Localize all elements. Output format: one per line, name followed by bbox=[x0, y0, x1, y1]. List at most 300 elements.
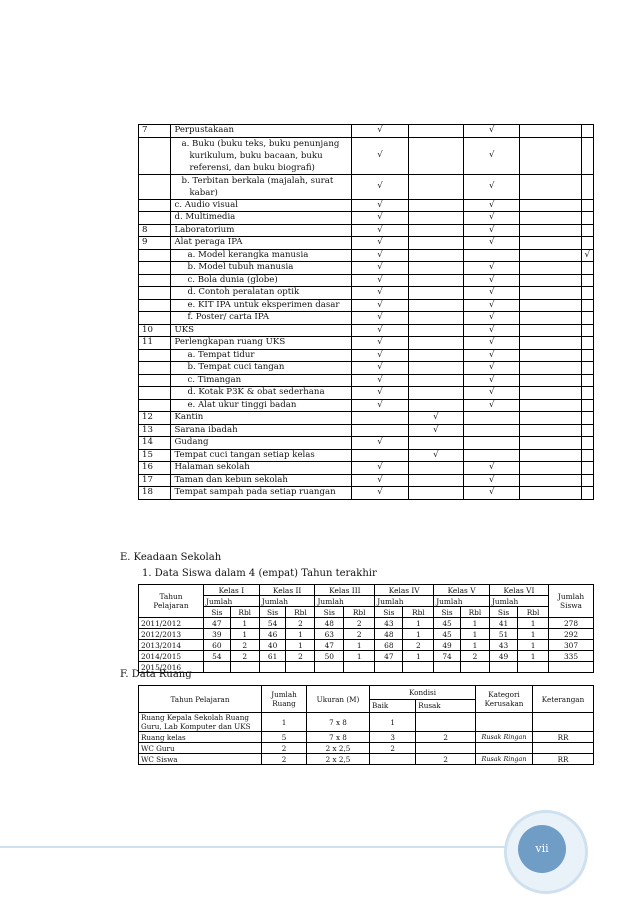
facility-check: √ bbox=[352, 199, 408, 212]
facility-check: √ bbox=[352, 212, 408, 225]
student-year: 2013/2014 bbox=[139, 640, 204, 651]
page-number: vii bbox=[518, 825, 566, 873]
room-jumlah: 2 bbox=[262, 743, 307, 754]
facility-check bbox=[520, 274, 581, 287]
facility-no bbox=[139, 362, 171, 375]
facility-row bbox=[139, 137, 594, 174]
student-row bbox=[139, 651, 594, 662]
header-baik: Baik bbox=[370, 699, 416, 713]
facility-no: 9 bbox=[139, 237, 171, 250]
student-total: 307 bbox=[549, 640, 594, 651]
facility-row bbox=[139, 174, 594, 199]
header-sis: Sis bbox=[315, 607, 344, 618]
header-sis: Sis bbox=[434, 607, 461, 618]
facility-check: √ bbox=[352, 387, 408, 400]
room-ukuran: 2 x 2,5 bbox=[307, 754, 370, 765]
facility-check bbox=[408, 274, 463, 287]
facility-no bbox=[139, 399, 171, 412]
facility-check: √ bbox=[352, 262, 408, 275]
facility-check bbox=[408, 312, 463, 325]
facility-check bbox=[352, 449, 408, 462]
facility-check bbox=[581, 349, 593, 362]
facility-check: √ bbox=[352, 337, 408, 350]
facility-check bbox=[352, 412, 408, 425]
header-rbl: Rbl bbox=[460, 607, 489, 618]
facility-no bbox=[139, 312, 171, 325]
student-value: 2 bbox=[344, 629, 375, 640]
room-name: Ruang kelas bbox=[139, 732, 262, 743]
facility-check bbox=[520, 387, 581, 400]
facility-row bbox=[139, 125, 594, 138]
facility-check bbox=[520, 262, 581, 275]
facility-check: √ bbox=[352, 324, 408, 337]
room-baik bbox=[370, 754, 416, 765]
student-value: 43 bbox=[375, 618, 403, 629]
header-jumlah-siswa: Jumlah Siswa bbox=[549, 585, 594, 618]
facility-row bbox=[139, 312, 594, 325]
student-value: 39 bbox=[204, 629, 231, 640]
facility-name: Perpustakaan bbox=[171, 125, 352, 138]
facility-check: √ bbox=[352, 487, 408, 500]
facility-check bbox=[464, 437, 520, 450]
facility-name: d. Multimedia bbox=[171, 212, 352, 225]
facility-check: √ bbox=[464, 399, 520, 412]
facility-check bbox=[581, 487, 593, 500]
facility-check: √ bbox=[352, 249, 408, 262]
room-row bbox=[139, 732, 594, 743]
student-value bbox=[489, 662, 517, 673]
room-baik: 3 bbox=[370, 732, 416, 743]
facility-row bbox=[139, 399, 594, 412]
facility-check bbox=[408, 362, 463, 375]
facility-check bbox=[408, 262, 463, 275]
facility-check bbox=[408, 299, 463, 312]
student-value: 1 bbox=[460, 618, 489, 629]
student-value: 1 bbox=[460, 640, 489, 651]
facility-check bbox=[520, 299, 581, 312]
facility-name: b. Model tubuh manusia bbox=[171, 262, 352, 275]
student-value: 61 bbox=[259, 651, 286, 662]
facility-check bbox=[408, 474, 463, 487]
student-value: 2 bbox=[344, 618, 375, 629]
facility-check bbox=[408, 174, 463, 199]
facility-check bbox=[581, 374, 593, 387]
student-value: 1 bbox=[344, 651, 375, 662]
facility-check: √ bbox=[408, 424, 463, 437]
facility-check bbox=[408, 249, 463, 262]
facility-check: √ bbox=[352, 362, 408, 375]
facility-check bbox=[581, 212, 593, 225]
facility-check bbox=[520, 312, 581, 325]
student-total: 292 bbox=[549, 629, 594, 640]
facility-check: √ bbox=[464, 274, 520, 287]
room-jumlah: 1 bbox=[262, 713, 307, 732]
room-kategori: Rusak Ringan bbox=[476, 732, 533, 743]
student-value: 1 bbox=[230, 618, 259, 629]
facility-no bbox=[139, 387, 171, 400]
room-row bbox=[139, 754, 594, 765]
facility-check bbox=[520, 474, 581, 487]
header-ukuran: Ukuran (M) bbox=[307, 686, 370, 713]
student-value: 1 bbox=[518, 629, 549, 640]
student-value bbox=[518, 662, 549, 673]
room-ukuran: 7 x 8 bbox=[307, 732, 370, 743]
facility-no: 13 bbox=[139, 424, 171, 437]
facility-check bbox=[581, 287, 593, 300]
facility-check bbox=[581, 474, 593, 487]
facility-name: Laboratorium bbox=[171, 224, 352, 237]
facility-check bbox=[520, 399, 581, 412]
student-value: 1 bbox=[344, 640, 375, 651]
facility-check bbox=[408, 212, 463, 225]
student-value: 49 bbox=[489, 651, 517, 662]
facility-check bbox=[581, 412, 593, 425]
facility-name: a. Model kerangka manusia bbox=[171, 249, 352, 262]
facility-no: 7 bbox=[139, 125, 171, 138]
facility-row bbox=[139, 374, 594, 387]
room-rusak: 2 bbox=[416, 732, 476, 743]
facility-name: b. Tempat cuci tangan bbox=[171, 362, 352, 375]
facility-check: √ bbox=[464, 474, 520, 487]
room-kategori bbox=[476, 743, 533, 754]
facility-check: √ bbox=[464, 224, 520, 237]
facility-name: d. Kotak P3K & obat sederhana bbox=[171, 387, 352, 400]
facility-row bbox=[139, 299, 594, 312]
header-kelas-5: Kelas V bbox=[434, 585, 490, 596]
facility-row bbox=[139, 449, 594, 462]
facility-check: √ bbox=[352, 174, 408, 199]
student-value: 46 bbox=[259, 629, 286, 640]
room-rusak bbox=[416, 743, 476, 754]
facility-check bbox=[581, 137, 593, 174]
facility-row bbox=[139, 224, 594, 237]
header-sis: Sis bbox=[489, 607, 517, 618]
facility-check bbox=[581, 449, 593, 462]
student-year: 2014/2015 bbox=[139, 651, 204, 662]
facility-row bbox=[139, 274, 594, 287]
facility-check bbox=[520, 125, 581, 138]
facility-no: 15 bbox=[139, 449, 171, 462]
facility-check bbox=[520, 224, 581, 237]
facility-no bbox=[139, 349, 171, 362]
facility-check bbox=[581, 237, 593, 250]
student-value: 50 bbox=[315, 651, 344, 662]
student-value bbox=[286, 662, 315, 673]
facility-check bbox=[581, 462, 593, 475]
facility-check bbox=[408, 324, 463, 337]
header-tahun-pelajaran: Tahun Pelajaran bbox=[139, 686, 262, 713]
student-value: 48 bbox=[375, 629, 403, 640]
facility-check bbox=[520, 449, 581, 462]
header-kelas-3: Kelas III bbox=[315, 585, 375, 596]
facility-check bbox=[408, 337, 463, 350]
facility-check bbox=[520, 374, 581, 387]
student-value: 1 bbox=[230, 629, 259, 640]
facility-no bbox=[139, 299, 171, 312]
facility-no bbox=[139, 212, 171, 225]
facility-no: 17 bbox=[139, 474, 171, 487]
facility-check bbox=[581, 324, 593, 337]
facility-no: 11 bbox=[139, 337, 171, 350]
facility-check: √ bbox=[464, 287, 520, 300]
facility-check bbox=[408, 349, 463, 362]
facility-check bbox=[520, 337, 581, 350]
header-jumlah: Jumlah bbox=[315, 596, 375, 607]
facility-check: √ bbox=[464, 387, 520, 400]
room-baik: 1 bbox=[370, 713, 416, 732]
student-value: 2 bbox=[286, 651, 315, 662]
facility-check: √ bbox=[464, 262, 520, 275]
facility-no: 18 bbox=[139, 487, 171, 500]
student-value: 2 bbox=[230, 651, 259, 662]
facility-check bbox=[520, 199, 581, 212]
facility-check bbox=[581, 312, 593, 325]
student-value: 45 bbox=[434, 618, 461, 629]
facility-check bbox=[520, 362, 581, 375]
facility-check: √ bbox=[408, 449, 463, 462]
facility-name: c. Bola dunia (globe) bbox=[171, 274, 352, 287]
room-ket: RR bbox=[533, 732, 594, 743]
header-kelas-4: Kelas IV bbox=[375, 585, 434, 596]
room-ukuran: 7 x 8 bbox=[307, 713, 370, 732]
student-value: 1 bbox=[286, 640, 315, 651]
facility-name: Tempat cuci tangan setiap kelas bbox=[171, 449, 352, 462]
student-total bbox=[549, 662, 594, 673]
facility-row bbox=[139, 199, 594, 212]
student-value: 2 bbox=[286, 618, 315, 629]
facility-check: √ bbox=[464, 349, 520, 362]
student-value: 68 bbox=[375, 640, 403, 651]
facility-check bbox=[581, 337, 593, 350]
facility-check: √ bbox=[464, 199, 520, 212]
facility-check bbox=[464, 424, 520, 437]
student-value: 74 bbox=[434, 651, 461, 662]
facility-check bbox=[581, 224, 593, 237]
facility-check: √ bbox=[464, 487, 520, 500]
student-value: 1 bbox=[403, 629, 434, 640]
header-sis: Sis bbox=[259, 607, 286, 618]
student-value: 1 bbox=[460, 629, 489, 640]
facility-check: √ bbox=[352, 274, 408, 287]
header-jumlah: Jumlah bbox=[434, 596, 490, 607]
student-value: 1 bbox=[518, 651, 549, 662]
facility-name: Tempat sampah pada setiap ruangan bbox=[171, 487, 352, 500]
header-jumlah: Jumlah bbox=[259, 596, 315, 607]
room-ket: RR bbox=[533, 754, 594, 765]
facility-check bbox=[408, 237, 463, 250]
facility-no bbox=[139, 199, 171, 212]
facility-name: a. Tempat tidur bbox=[171, 349, 352, 362]
facility-check bbox=[408, 287, 463, 300]
section-f-title: F. Data Ruang bbox=[120, 669, 192, 680]
facility-check bbox=[581, 424, 593, 437]
facility-name: Kantin bbox=[171, 412, 352, 425]
header-rbl: Rbl bbox=[230, 607, 259, 618]
facility-check bbox=[520, 462, 581, 475]
student-row bbox=[139, 640, 594, 651]
header-sis: Sis bbox=[204, 607, 231, 618]
facility-check bbox=[408, 224, 463, 237]
facility-no bbox=[139, 287, 171, 300]
student-value: 40 bbox=[259, 640, 286, 651]
room-jumlah: 5 bbox=[262, 732, 307, 743]
header-kelas-1: Kelas I bbox=[204, 585, 260, 596]
room-kategori bbox=[476, 713, 533, 732]
facility-check bbox=[581, 125, 593, 138]
facility-row bbox=[139, 287, 594, 300]
facility-check: √ bbox=[352, 224, 408, 237]
facility-check: √ bbox=[352, 474, 408, 487]
facility-no: 14 bbox=[139, 437, 171, 450]
facility-check bbox=[408, 374, 463, 387]
student-value: 2 bbox=[403, 640, 434, 651]
student-value bbox=[434, 662, 461, 673]
facility-row bbox=[139, 487, 594, 500]
student-year: 2012/2013 bbox=[139, 629, 204, 640]
facility-name: a. Buku (buku teks, buku penunjang kurikulum, buku bacaan, buku referensi, dan buku biografi) bbox=[171, 137, 352, 174]
header-keterangan: Keterangan bbox=[533, 686, 594, 713]
header-tahun: Tahun Pelajaran bbox=[139, 585, 204, 618]
facility-check bbox=[520, 324, 581, 337]
student-value: 54 bbox=[259, 618, 286, 629]
room-ket bbox=[533, 743, 594, 754]
facility-check bbox=[520, 137, 581, 174]
student-value: 51 bbox=[489, 629, 517, 640]
room-rusak: 2 bbox=[416, 754, 476, 765]
facility-no bbox=[139, 174, 171, 199]
facility-check bbox=[581, 362, 593, 375]
student-value: 1 bbox=[286, 629, 315, 640]
facility-check: √ bbox=[464, 374, 520, 387]
facility-check: √ bbox=[352, 399, 408, 412]
facility-check bbox=[520, 287, 581, 300]
section-e-subtitle: 1. Data Siswa dalam 4 (empat) Tahun terakhir bbox=[142, 568, 377, 579]
facility-check bbox=[520, 174, 581, 199]
header-sis: Sis bbox=[375, 607, 403, 618]
facility-check bbox=[408, 137, 463, 174]
facility-check bbox=[581, 174, 593, 199]
facility-name: Taman dan kebun sekolah bbox=[171, 474, 352, 487]
facility-check bbox=[520, 424, 581, 437]
facility-name: b. Terbitan berkala (majalah, surat kabar) bbox=[171, 174, 352, 199]
header-kelas-6: Kelas VI bbox=[489, 585, 548, 596]
student-value: 1 bbox=[518, 618, 549, 629]
facility-check: √ bbox=[352, 125, 408, 138]
facility-no bbox=[139, 374, 171, 387]
facility-name: UKS bbox=[171, 324, 352, 337]
facility-name: e. Alat ukur tinggi badan bbox=[171, 399, 352, 412]
facility-check: √ bbox=[464, 462, 520, 475]
facility-check: √ bbox=[352, 312, 408, 325]
facility-check: √ bbox=[352, 287, 408, 300]
facility-check: √ bbox=[352, 349, 408, 362]
facility-row bbox=[139, 324, 594, 337]
facility-check: √ bbox=[352, 299, 408, 312]
facility-no: 16 bbox=[139, 462, 171, 475]
facility-row bbox=[139, 249, 594, 262]
facility-check bbox=[408, 199, 463, 212]
facilities-table bbox=[138, 124, 594, 500]
student-value: 2 bbox=[230, 640, 259, 651]
room-data-table bbox=[138, 685, 594, 765]
facility-row bbox=[139, 237, 594, 250]
student-row bbox=[139, 629, 594, 640]
facility-no bbox=[139, 137, 171, 174]
facility-check bbox=[581, 387, 593, 400]
header-kelas-2: Kelas II bbox=[259, 585, 315, 596]
facility-row bbox=[139, 462, 594, 475]
facility-check: √ bbox=[464, 324, 520, 337]
header-kondisi: Kondisi bbox=[370, 686, 476, 700]
facility-check bbox=[581, 399, 593, 412]
room-baik: 2 bbox=[370, 743, 416, 754]
facility-check bbox=[408, 487, 463, 500]
header-kategori: Kategori Kerusakan bbox=[476, 686, 533, 713]
facility-check bbox=[520, 412, 581, 425]
facility-name: e. KIT IPA untuk eksperimen dasar bbox=[171, 299, 352, 312]
facility-name: Sarana ibadah bbox=[171, 424, 352, 437]
facility-check: √ bbox=[352, 437, 408, 450]
facility-check: √ bbox=[464, 312, 520, 325]
student-value: 47 bbox=[315, 640, 344, 651]
student-value: 48 bbox=[315, 618, 344, 629]
facility-name: Halaman sekolah bbox=[171, 462, 352, 475]
room-ukuran: 2 x 2,5 bbox=[307, 743, 370, 754]
facility-row bbox=[139, 387, 594, 400]
facility-check: √ bbox=[464, 362, 520, 375]
student-value bbox=[315, 662, 344, 673]
facility-row bbox=[139, 437, 594, 450]
header-jumlah-ruang: Jumlah Ruang bbox=[262, 686, 307, 713]
facility-check bbox=[581, 437, 593, 450]
header-rbl: Rbl bbox=[286, 607, 315, 618]
facility-no bbox=[139, 262, 171, 275]
facility-row bbox=[139, 212, 594, 225]
student-value: 54 bbox=[204, 651, 231, 662]
room-name: WC Siswa bbox=[139, 754, 262, 765]
facility-check: √ bbox=[464, 237, 520, 250]
facility-name: f. Poster/ carta IPA bbox=[171, 312, 352, 325]
room-row bbox=[139, 713, 594, 732]
header-rusak: Rusak bbox=[416, 699, 476, 713]
student-value bbox=[460, 662, 489, 673]
facility-row bbox=[139, 262, 594, 275]
room-kategori: Rusak Ringan bbox=[476, 754, 533, 765]
facility-row bbox=[139, 412, 594, 425]
header-jumlah: Jumlah bbox=[489, 596, 548, 607]
facility-check bbox=[520, 349, 581, 362]
facility-no: 8 bbox=[139, 224, 171, 237]
header-jumlah: Jumlah bbox=[204, 596, 260, 607]
facility-name: Gudang bbox=[171, 437, 352, 450]
header-jumlah: Jumlah bbox=[375, 596, 434, 607]
footer-line bbox=[0, 846, 505, 848]
facility-name: d. Contoh peralatan optik bbox=[171, 287, 352, 300]
facility-check bbox=[520, 249, 581, 262]
room-jumlah: 2 bbox=[262, 754, 307, 765]
student-value: 1 bbox=[403, 651, 434, 662]
facility-check bbox=[520, 212, 581, 225]
facility-check bbox=[581, 299, 593, 312]
facility-check bbox=[408, 125, 463, 138]
facility-check: √ bbox=[464, 212, 520, 225]
student-value: 45 bbox=[434, 629, 461, 640]
facility-check bbox=[408, 387, 463, 400]
student-value: 43 bbox=[489, 640, 517, 651]
facility-check: √ bbox=[464, 137, 520, 174]
section-e-title: E. Keadaan Sekolah bbox=[120, 552, 222, 563]
facility-check bbox=[520, 487, 581, 500]
